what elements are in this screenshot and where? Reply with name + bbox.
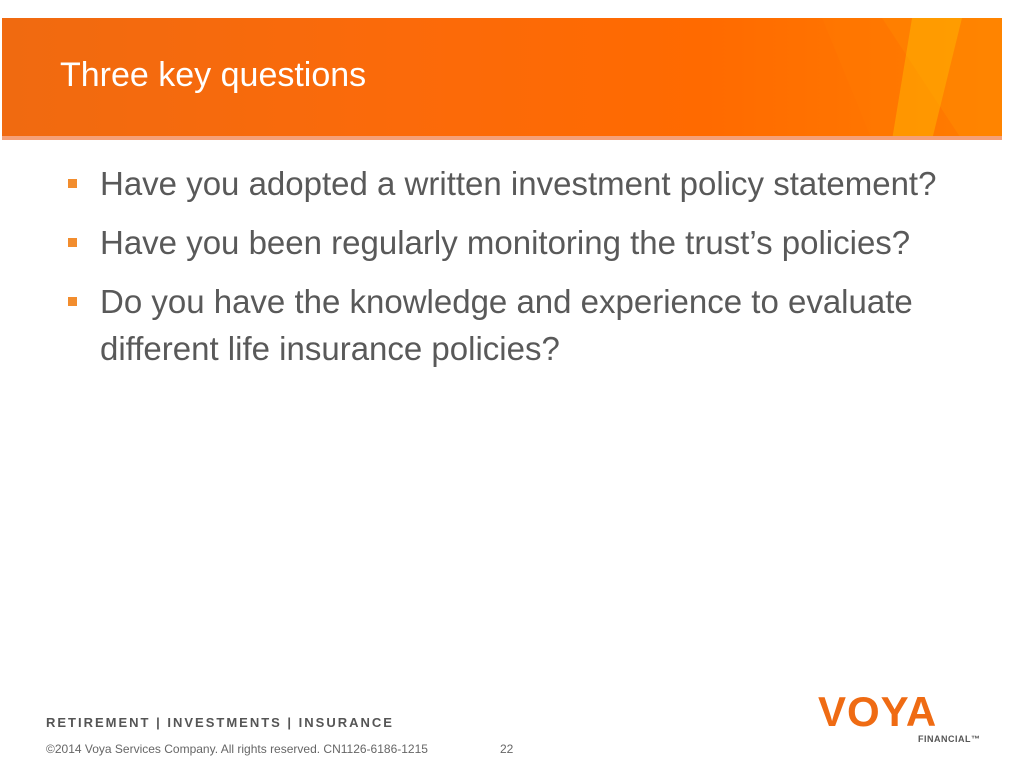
page-number: 22 <box>500 742 514 756</box>
bullet-item <box>64 219 944 266</box>
bullet-item <box>64 278 944 372</box>
banner-divider <box>2 136 1002 140</box>
bullet-text: Have you been regularly monitoring the trust’s policies? <box>100 224 911 261</box>
square-bullet-icon <box>68 179 77 188</box>
bullet-text: Do you have the knowledge and experience to evaluate different life insurance policies? <box>100 283 913 367</box>
logo-wordmark: VOYA <box>818 688 938 735</box>
slide-title: Three key questions <box>60 56 367 94</box>
bullet-list <box>64 160 944 384</box>
square-bullet-icon <box>68 297 77 306</box>
square-bullet-icon <box>68 238 77 247</box>
footer-tagline: RETIREMENT | INVESTMENTS | INSURANCE <box>46 715 394 730</box>
bullet-item <box>64 160 944 207</box>
bullet-text: Have you adopted a written investment policy statement? <box>100 165 937 202</box>
logo-subtext: FINANCIAL™ <box>918 734 981 744</box>
copyright-text: ©2014 Voya Services Company. All rights reserved. CN1126-6186-1215 <box>46 742 428 756</box>
voya-logo <box>818 688 981 750</box>
banner-decoration <box>762 18 1002 140</box>
